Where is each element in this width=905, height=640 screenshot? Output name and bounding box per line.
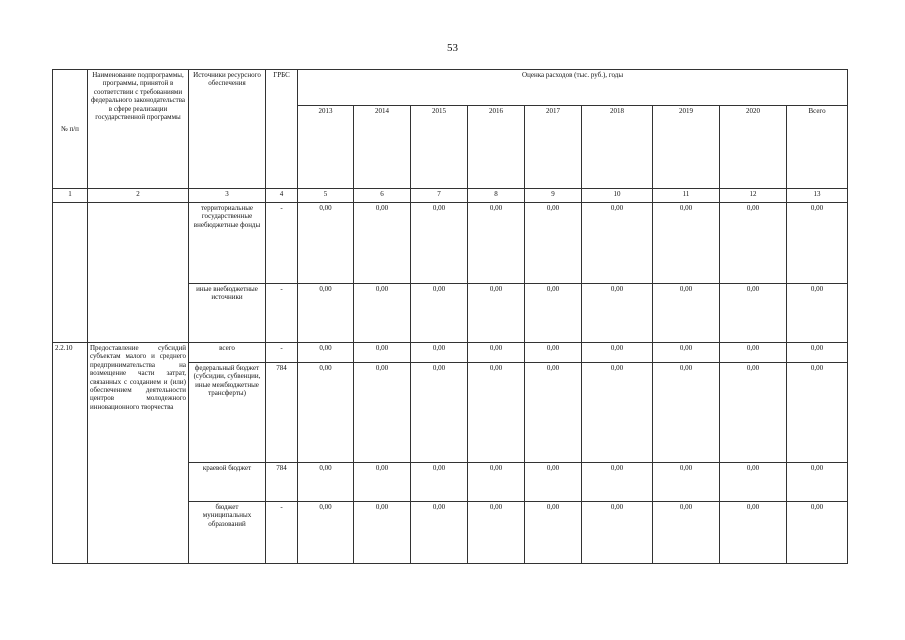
amount-cell: 0,00: [787, 343, 848, 363]
year-2013: 2013: [298, 106, 354, 189]
amount-cell: 0,00: [720, 343, 787, 363]
year-2019: 2019: [653, 106, 720, 189]
amount-cell: 0,00: [720, 203, 787, 284]
grbs-cell: 784: [266, 363, 298, 463]
amount-cell: 0,00: [298, 463, 354, 502]
year-2014: 2014: [354, 106, 411, 189]
amount-cell: 0,00: [582, 203, 653, 284]
column-number: 2: [88, 189, 189, 203]
amount-cell: 0,00: [787, 203, 848, 284]
row-number-cell: 2.2.10: [53, 343, 88, 564]
grbs-cell: -: [266, 502, 298, 564]
amount-cell: 0,00: [411, 343, 468, 363]
column-number: 13: [787, 189, 848, 203]
grbs-cell: -: [266, 343, 298, 363]
column-number: 9: [525, 189, 582, 203]
column-number: 5: [298, 189, 354, 203]
amount-cell: 0,00: [298, 343, 354, 363]
column-number: 1: [53, 189, 88, 203]
amount-cell: 0,00: [525, 343, 582, 363]
column-number: 10: [582, 189, 653, 203]
amount-cell: 0,00: [468, 502, 525, 564]
amount-cell: 0,00: [298, 363, 354, 463]
column-number: 7: [411, 189, 468, 203]
amount-cell: 0,00: [298, 203, 354, 284]
amount-cell: 0,00: [354, 463, 411, 502]
amount-cell: 0,00: [525, 203, 582, 284]
header-sources: Источники ресурсного обеспечения: [189, 70, 266, 189]
column-number: 4: [266, 189, 298, 203]
year-2017: 2017: [525, 106, 582, 189]
amount-cell: 0,00: [653, 203, 720, 284]
header-name: Наименование подпрограммы, программы, принятой в соответствии с требованиями федерального законодательства в сфере реализации государственной программы: [88, 70, 189, 189]
amount-cell: 0,00: [720, 284, 787, 343]
amount-cell: 0,00: [525, 502, 582, 564]
amount-cell: 0,00: [468, 203, 525, 284]
amount-cell: 0,00: [411, 363, 468, 463]
amount-cell: 0,00: [720, 502, 787, 564]
source-cell: территориальные государственные внебюджетные фонды: [189, 203, 266, 284]
header-row: [53, 70, 848, 106]
amount-cell: 0,00: [653, 343, 720, 363]
amount-cell: 0,00: [653, 502, 720, 564]
column-number: 8: [468, 189, 525, 203]
amount-cell: 0,00: [468, 343, 525, 363]
amount-cell: 0,00: [787, 463, 848, 502]
amount-cell: 0,00: [411, 463, 468, 502]
source-cell: краевой бюджет: [189, 463, 266, 502]
amount-cell: 0,00: [787, 284, 848, 343]
row-name-cell: [88, 203, 189, 343]
amount-cell: 0,00: [720, 463, 787, 502]
page-number: 53: [447, 42, 458, 54]
source-cell: бюджет муниципальных образований: [189, 502, 266, 564]
amount-cell: 0,00: [653, 363, 720, 463]
source-cell: всего: [189, 343, 266, 363]
grbs-cell: -: [266, 284, 298, 343]
amount-cell: 0,00: [354, 284, 411, 343]
amount-cell: 0,00: [468, 363, 525, 463]
amount-cell: 0,00: [525, 363, 582, 463]
column-number: 11: [653, 189, 720, 203]
column-number: 12: [720, 189, 787, 203]
source-cell: федеральный бюджет (субсидии, субвенции, иные межбюджетные трансферты): [189, 363, 266, 463]
year-total: Всего: [787, 106, 848, 189]
year-2018: 2018: [582, 106, 653, 189]
amount-cell: 0,00: [411, 203, 468, 284]
row-number-cell: [53, 203, 88, 343]
header-grbs: ГРБС: [266, 70, 298, 189]
amount-cell: 0,00: [653, 463, 720, 502]
budget-table: [52, 69, 848, 564]
table-row: [53, 203, 848, 284]
amount-cell: 0,00: [525, 463, 582, 502]
amount-cell: 0,00: [582, 463, 653, 502]
amount-cell: 0,00: [411, 284, 468, 343]
year-2015: 2015: [411, 106, 468, 189]
grbs-cell: 784: [266, 463, 298, 502]
amount-cell: 0,00: [354, 363, 411, 463]
amount-cell: 0,00: [411, 502, 468, 564]
table-row: [53, 343, 848, 363]
year-2020: 2020: [720, 106, 787, 189]
amount-cell: 0,00: [298, 284, 354, 343]
amount-cell: 0,00: [354, 502, 411, 564]
row-name-cell: Предоставление субсидий субъектам малого и среднего предпринимательства на возмещение части затрат, связанных с созданием и (или) обеспечением деятельности центров молодежного инновационного творчества: [88, 343, 189, 564]
amount-cell: 0,00: [582, 363, 653, 463]
column-number: 3: [189, 189, 266, 203]
amount-cell: 0,00: [354, 343, 411, 363]
amount-cell: 0,00: [582, 284, 653, 343]
amount-cell: 0,00: [720, 363, 787, 463]
amount-cell: 0,00: [582, 502, 653, 564]
header-estimate: Оценка расходов (тыс. руб.), годы: [298, 70, 848, 106]
column-number: 6: [354, 189, 411, 203]
amount-cell: 0,00: [582, 343, 653, 363]
amount-cell: 0,00: [298, 502, 354, 564]
year-2016: 2016: [468, 106, 525, 189]
column-number-row: [53, 189, 848, 203]
amount-cell: 0,00: [787, 363, 848, 463]
source-cell: иные внебюджетные источники: [189, 284, 266, 343]
header-number: № п/п: [53, 70, 88, 189]
amount-cell: 0,00: [354, 203, 411, 284]
amount-cell: 0,00: [653, 284, 720, 343]
amount-cell: 0,00: [468, 463, 525, 502]
grbs-cell: -: [266, 203, 298, 284]
amount-cell: 0,00: [468, 284, 525, 343]
amount-cell: 0,00: [787, 502, 848, 564]
amount-cell: 0,00: [525, 284, 582, 343]
